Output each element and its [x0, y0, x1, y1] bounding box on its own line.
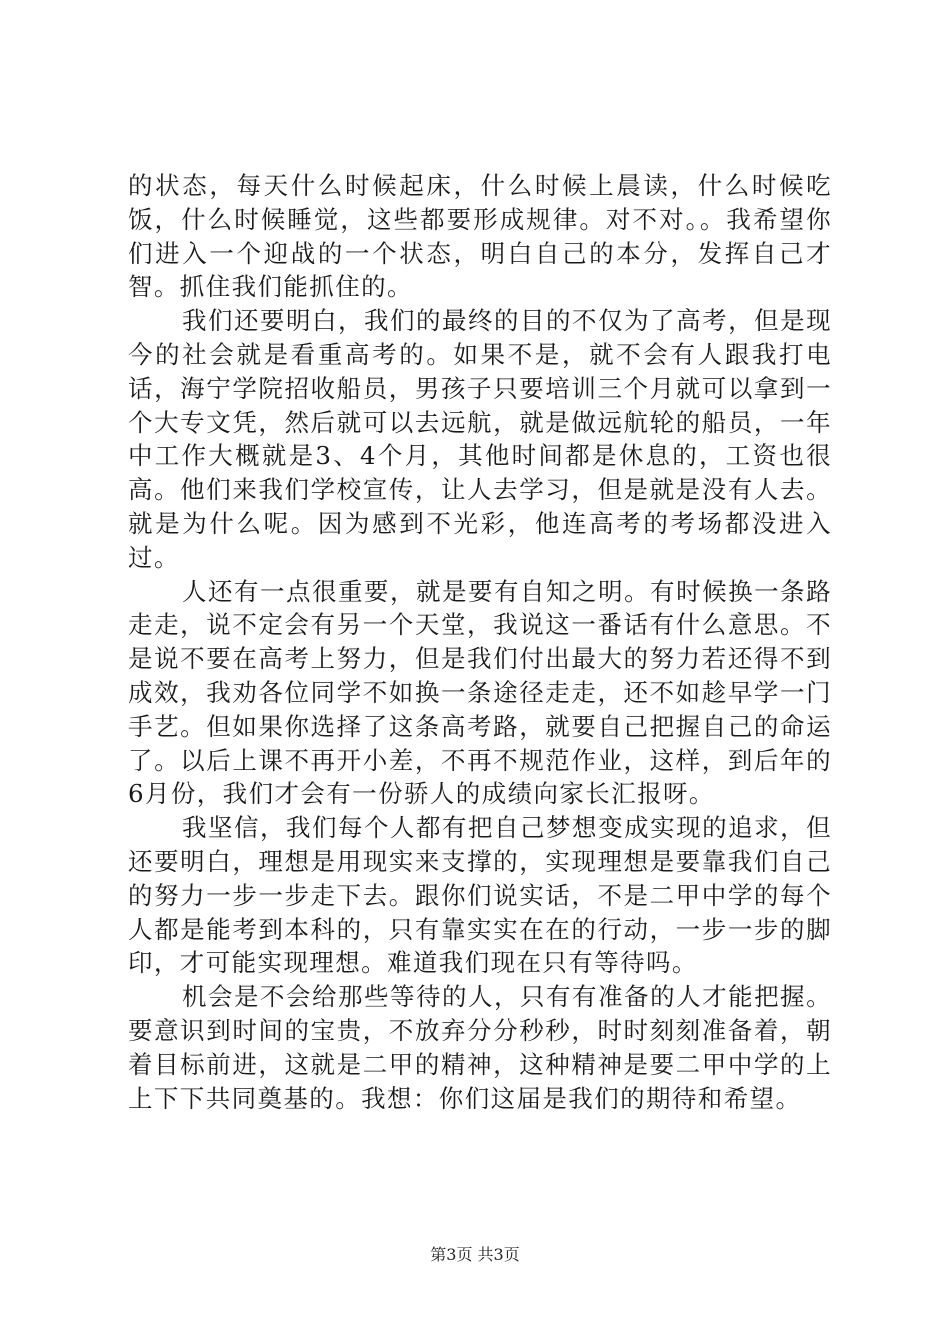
document-body — [128, 169, 832, 1115]
paragraph-1: 的状态，每天什么时候起床，什么时候上晨读，什么时候吃饭，什么时候睡觉，这些都要形成规律。对不对。。我希望你们进入一个迎战的一个状态，明白自己的本分，发挥自己才智。抓住我们能抓住的。 — [128, 171, 832, 302]
page-footer — [0, 1244, 950, 1266]
paragraph-4: 我坚信，我们每个人都有把自己梦想变成实现的追求，但还要明白，理想是用现实来支撑的，实现理想是要靠我们自己的努力一步一步走下去。跟你们说实话，不是二甲中学的每个人都是能考到本科的，只有靠实实在在的行动，一步一步的脚印，才可能实现理想。难道我们现在只有等待吗。 — [128, 813, 832, 978]
page-number: 第3页 共3页 — [430, 1245, 520, 1264]
paragraph-5: 机会是不会给那些等待的人，只有有准备的人才能把握。要意识到时间的宝贵，不放弃分分秒秒，时时刻刻准备着，朝着目标前进，这就是二甲的精神，这种精神是要二甲中学的上上下下共同奠基的。我想：你们这届是我们的期待和希望。 — [128, 982, 832, 1113]
paragraph-2: 我们还要明白，我们的最终的目的不仅为了高考，但是现今的社会就是看重高考的。如果不是，就不会有人跟我打电话，海宁学院招收船员，男孩子只要培训三个月就可以拿到一个大专文凭，然后就可以去远航，就是做远航轮的船员，一年中工作大概就是3、4个月，其他时间都是休息的，工资也很高。他们来我们学校宣传，让人去学习，但是就是没有人去。就是为什么呢。因为感到不光彩，他连高考的考场都没进入过。 — [128, 306, 832, 572]
paragraph-3: 人还有一点很重要，就是要有自知之明。有时候换一条路走走，说不定会有另一个天堂，我说这一番话有什么意思。不是说不要在高考上努力，但是我们付出最大的努力若还得不到成效，我劝各位同学不如换一条途径走走，还不如趁早学一门手艺。但如果你选择了这条高考路，就要自己把握自己的命运了。以后上课不再开小差，不再不规范作业，这样，到后年的6月份，我们才会有一份骄人的成绩向家长汇报呀。 — [128, 576, 832, 809]
